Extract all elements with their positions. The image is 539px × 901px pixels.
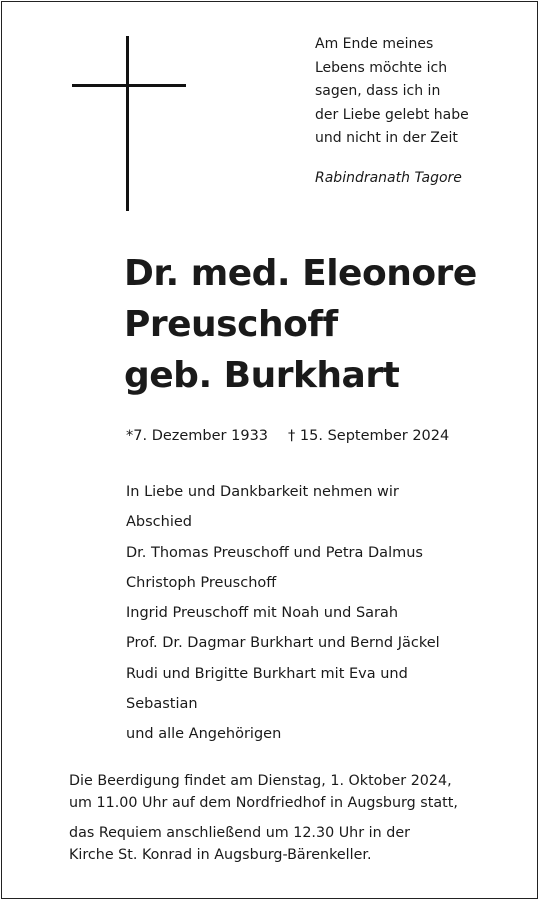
quote-line: Am Ende meines	[315, 36, 434, 52]
mourner-line: Christoph Preuschoff	[126, 574, 277, 591]
birth-date: *7. Dezember 1933	[126, 428, 269, 444]
funeral-line: das Requiem anschließend um 12.30 Uhr in der	[69, 825, 410, 841]
funeral-line: Kirche St. Konrad in Augsburg-Bärenkeller.	[69, 847, 372, 863]
name-line: Dr. med. Eleonore	[124, 253, 477, 294]
cross-horizontal-bar	[72, 84, 186, 87]
mourner-line: Dr. Thomas Preuschoff und Petra Dalmus	[126, 544, 423, 561]
obituary-notice	[1, 1, 538, 899]
mourner-line: Prof. Dr. Dagmar Burkhart und Bernd Jäckel	[126, 635, 440, 652]
cross-vertical-bar	[126, 36, 129, 211]
mourner-line: In Liebe und Dankbarkeit nehmen wir	[126, 484, 399, 500]
funeral-line: Die Beerdigung findet am Dienstag, 1. Oktober 2024,	[69, 773, 452, 789]
funeral-line: um 11.00 Uhr auf dem Nordfriedhof in Augsburg statt,	[69, 795, 458, 811]
name-line: geb. Burkhart	[124, 355, 400, 396]
life-dates	[126, 428, 449, 444]
mourner-line: und alle Angehörigen	[126, 726, 282, 743]
quote	[315, 33, 525, 151]
mourner-line: Abschied	[126, 514, 192, 531]
mourners-list	[126, 477, 526, 750]
quote-line: Lebens möchte ich	[315, 59, 448, 76]
mourner-line: Sebastian	[126, 696, 198, 713]
deceased-name	[124, 248, 534, 401]
mourner-line: Ingrid Preuschoff mit Noah und Sarah	[126, 605, 399, 622]
funeral-details	[69, 770, 529, 866]
death-date: † 15. September 2024	[288, 428, 450, 444]
quote-line: der Liebe gelebt habe	[315, 106, 469, 123]
quote-line: sagen, dass ich in	[315, 83, 441, 99]
quote-author: Rabindranath Tagore	[315, 170, 462, 186]
mourner-line: Rudi und Brigitte Burkhart mit Eva und	[126, 665, 408, 682]
quote-line: und nicht in der Zeit	[315, 130, 458, 146]
name-line: Preuschoff	[124, 304, 338, 345]
